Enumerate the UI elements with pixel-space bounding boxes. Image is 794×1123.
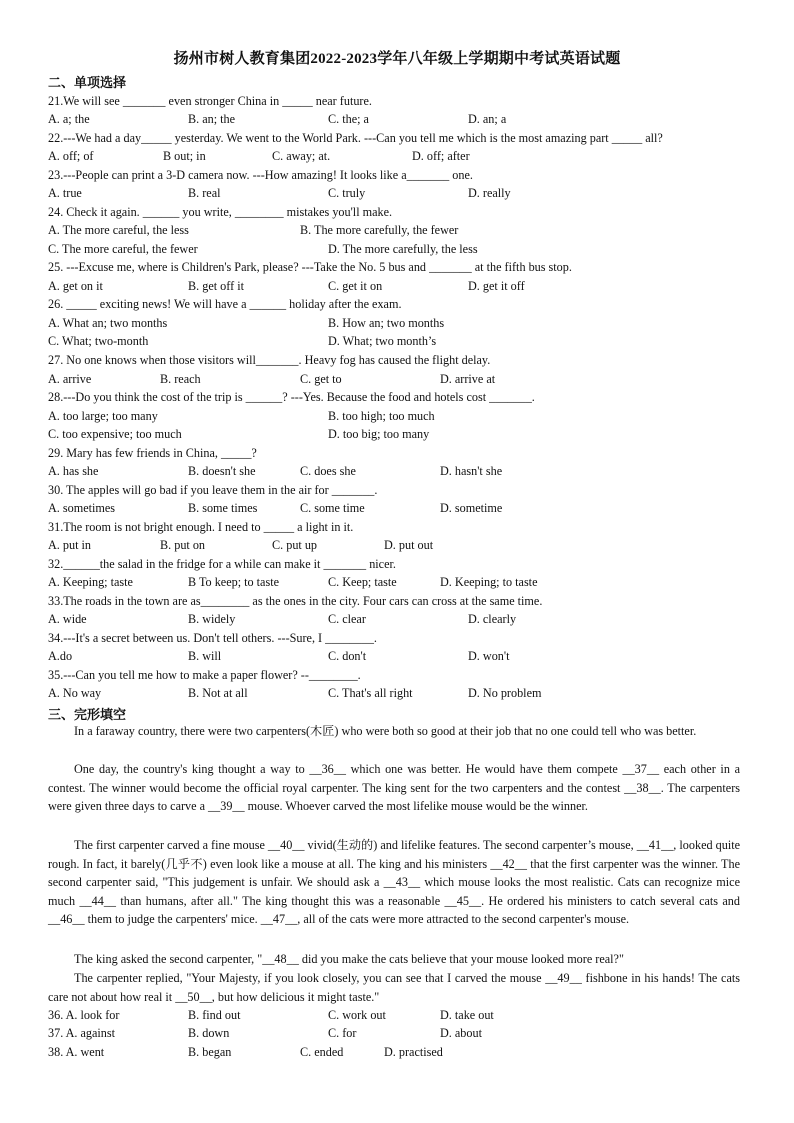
question-30: 30. The apples will go bad if you leave them in the air for _______. [48, 483, 378, 497]
option: C. clear [328, 612, 366, 626]
option: D. No problem [468, 686, 542, 700]
option: D. The more carefully, the less [328, 242, 478, 256]
option: A. Keeping; taste [48, 575, 133, 589]
option: C. work out [328, 1008, 386, 1022]
question-35: 35.---Can you tell me how to make a paper flower? --________. [48, 668, 361, 682]
option: C. don't [328, 649, 367, 663]
question-31: 31.The room is not bright enough. I need to _____ a light in it. [48, 520, 354, 534]
option: B. some times [188, 501, 258, 515]
question-22: 22.---We had a day_____ yesterday. We went to the World Park. ---Can you tell me which is the most amazing part _____ all? [48, 131, 663, 145]
option: D. sometime [440, 501, 503, 515]
option: A. What an; two months [48, 316, 168, 330]
option: D. Keeping; to taste [440, 575, 538, 589]
option: A. No way [48, 686, 102, 700]
option: D. really [468, 186, 511, 200]
option: C. truly [328, 186, 366, 200]
option: A. get on it [48, 279, 103, 293]
question-33: 33.The roads in the town are as________ as the ones in the city. Four cars can cross at the same time. [48, 594, 543, 608]
cloze-38-option-a: 38. A. went [48, 1045, 105, 1059]
option: D. off; after [412, 149, 470, 163]
option: A. has she [48, 464, 99, 478]
option: A. true [48, 186, 82, 200]
option: B. The more carefully, the fewer [300, 223, 459, 237]
question-32: 32.______the salad in the fridge for a while can make it _______ nicer. [48, 557, 396, 571]
option: C. That's all right [328, 686, 413, 700]
option: B. real [188, 186, 221, 200]
option: A. too large; too many [48, 409, 158, 423]
option: B. Not at all [188, 686, 248, 700]
question-25: 25. ---Excuse me, where is Children's Park, please? ---Take the No. 5 bus and _______ at the fifth bus stop. [48, 260, 572, 274]
option: D. clearly [468, 612, 517, 626]
option: B To keep; to taste [188, 575, 279, 589]
option: D. an; a [468, 112, 507, 126]
question-27: 27. No one knows when those visitors will_______. Heavy fog has caused the flight delay. [48, 353, 491, 367]
question-21: 21.We will see _______ even stronger China in _____ near future. [48, 94, 372, 108]
question-23: 23.---People can print a 3-D camera now. ---How amazing! It looks like a_______ one. [48, 168, 473, 182]
option: B. put on [160, 538, 206, 552]
option: C. The more careful, the fewer [48, 242, 198, 256]
passage-paragraph-2: One day, the country's king thought a way to __36__ which one was better. He would have them compete __37__ each other in a contest. The winner would become the official royal carpenter. The king sent for the two carpenters and the contest __38__. The carpenters were given three days to carve a __39__ mouse. Whoever carved the most lifelike mouse would be the winner. [48, 762, 740, 814]
option: B. began [188, 1045, 232, 1059]
option: C. away; at. [272, 149, 331, 163]
question-24: 24. Check it again. ______ you write, ________ mistakes you'll make. [48, 205, 393, 219]
question-29: 29. Mary has few friends in China, _____? [48, 446, 257, 460]
passage-paragraph-4: The king asked the second carpenter, "__48__ did you make the cats believe that your mouse looked more real?" [74, 952, 624, 966]
option: C. get to [300, 372, 342, 386]
question-34: 34.---It's a secret between us. Don't tell others. ---Sure, I ________. [48, 631, 377, 645]
option: C. Keep; taste [328, 575, 397, 589]
question-28: 28.---Do you think the cost of the trip is ______? ---Yes. Because the food and hotels cost _______. [48, 390, 535, 404]
option: C. What; two-month [48, 334, 149, 348]
option: B. reach [160, 372, 201, 386]
passage-paragraph-1: In a faraway country, there were two carpenters(木匠) who were both so good at their job that no one could tell who was better. [74, 724, 697, 738]
section-heading-multiple-choice: 二、单项选择 [48, 75, 127, 90]
option: D. arrive at [440, 372, 496, 386]
option: A. The more careful, the less [48, 223, 189, 237]
option: C. does she [300, 464, 356, 478]
option: B. find out [188, 1008, 241, 1022]
passage-paragraph-5: The carpenter replied, "Your Majesty, if you look closely, you can see that I carved the mouse __49__ fishbone in his hands! The cats care not about how real it __50__, but how delicious it might taste." [48, 971, 740, 1004]
option: C. put up [272, 538, 318, 552]
option: D. about [440, 1026, 482, 1040]
option: C. some time [300, 501, 365, 515]
option: D. hasn't she [440, 464, 503, 478]
option: B out; in [163, 149, 206, 163]
exam-title: 扬州市树人教育集团2022-2023学年八年级上学期期中考试英语试题 [173, 51, 621, 67]
option: D. take out [440, 1008, 494, 1022]
option: A. sometimes [48, 501, 116, 515]
option: D. won't [468, 649, 510, 663]
option: A. wide [48, 612, 87, 626]
option: B. doesn't she [188, 464, 256, 478]
section-heading-cloze: 三、完形填空 [48, 707, 127, 722]
option: D. too big; too many [328, 427, 430, 441]
option: D. practised [384, 1045, 443, 1059]
option: C. the; a [328, 112, 369, 126]
option: B. will [188, 649, 222, 663]
option: A. a; the [48, 112, 90, 126]
option: B. widely [188, 612, 236, 626]
option: B. too high; too much [328, 409, 435, 423]
question-26: 26. _____ exciting news! We will have a ______ holiday after the exam. [48, 297, 402, 311]
passage-paragraph-3: The first carpenter carved a fine mouse __40__ vivid(生动的) and lifelike features. The second carpenter’s mouse, __41__, looked quite rough. In fact, it barely(几乎不) even look like a mouse at all. The king and his ministers __42__ that the first carpenter was the winner. The second carpenter said, "This judgement is unfair. We should ask a __43__ which mouse looks the most realistic. Cats can recognize mice much __44__ than humans, after all." The king thought this was a reasonable __45__. He ordered his ministers to catch several cats and __46__ them to judge the carpenters' mice. __47__, all of the cats were more attracted to the second carpenter's mouse. [48, 838, 740, 927]
option: C. for [328, 1026, 357, 1040]
option: C. get it on [328, 279, 383, 293]
option: D. What; two month’s [328, 334, 437, 348]
cloze-37-option-a: 37. A. against [48, 1026, 116, 1040]
option: B. down [188, 1026, 230, 1040]
option: B. How an; two months [328, 316, 445, 330]
option: A. arrive [48, 372, 92, 386]
option: A. put in [48, 538, 91, 552]
option: A. off; of [48, 149, 94, 163]
option: B. an; the [188, 112, 236, 126]
cloze-36-option-a: 36. A. look for [48, 1008, 120, 1022]
option: D. get it off [468, 279, 525, 293]
option: D. put out [384, 538, 434, 552]
option: C. too expensive; too much [48, 427, 182, 441]
option: B. get off it [188, 279, 244, 293]
option: A.do [48, 649, 73, 663]
option: C. ended [300, 1045, 344, 1059]
